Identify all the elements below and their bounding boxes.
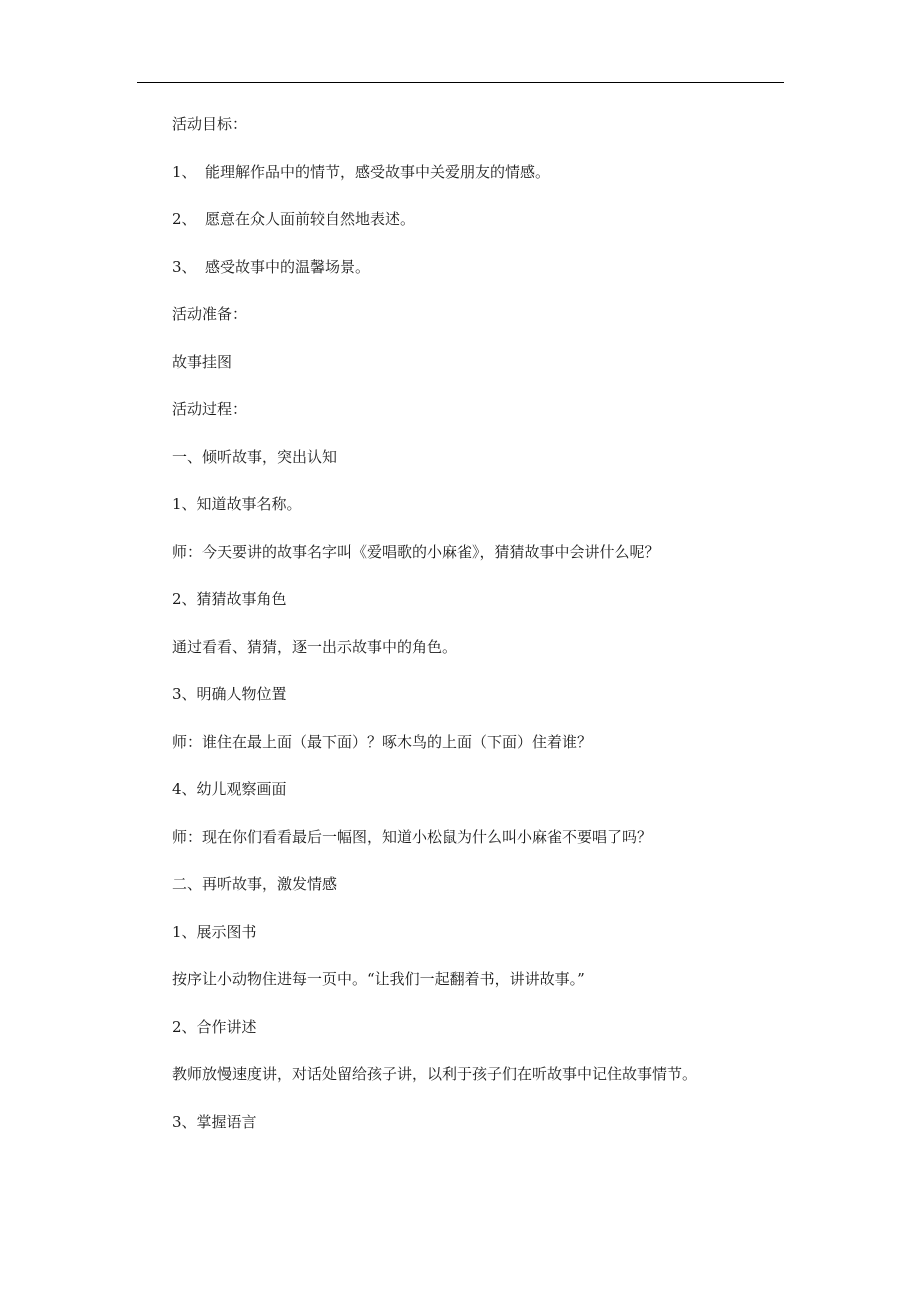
line-text: 一、倾听故事，突出认知 <box>172 447 338 466</box>
header-rule <box>137 82 784 83</box>
section-heading-preparation <box>172 304 772 352</box>
line-text: 师：现在你们看看最后一幅图，知道小松鼠为什么叫小麻雀不要唱了吗？ <box>172 827 653 846</box>
subsection-heading <box>172 447 772 495</box>
paragraph <box>172 969 772 1017</box>
line-text: 按序让小动物住进每一页中。“让我们一起翻着书，讲讲故事。” <box>172 970 585 988</box>
line-text: 4、幼儿观察画面 <box>172 780 287 798</box>
paragraph <box>172 352 772 400</box>
line-text: 1、展示图书 <box>172 922 257 941</box>
line-text: 1、知道故事名称。 <box>172 495 302 513</box>
item-number: 2、 <box>172 210 197 228</box>
line-text: 感受故事中的温馨场景。 <box>205 257 371 276</box>
section-heading-process <box>172 399 772 447</box>
item-number: 3、 <box>172 257 197 276</box>
step-heading <box>172 494 772 542</box>
subsection-heading <box>172 874 772 922</box>
paragraph <box>172 827 772 875</box>
line-text: 3、掌握语言 <box>172 1112 257 1131</box>
paragraph <box>172 637 772 685</box>
step-heading <box>172 684 772 732</box>
document-body <box>172 114 772 1159</box>
line-text: 活动过程： <box>172 400 248 418</box>
item-number: 1、 <box>172 162 197 181</box>
section-heading-goals <box>172 114 772 162</box>
line-text: 能理解作品中的情节，感受故事中关爱朋友的情感。 <box>205 162 551 181</box>
line-text: 愿意在众人面前较自然地表述。 <box>205 210 416 228</box>
line-text: 2、合作讲述 <box>172 1017 257 1036</box>
step-heading <box>172 779 772 827</box>
step-heading <box>172 1112 772 1160</box>
paragraph <box>172 732 772 780</box>
goal-item <box>172 162 772 210</box>
line-text: 二、再听故事，激发情感 <box>172 875 338 893</box>
line-text: 师：今天要讲的故事名字叫《爱唱歌的小麻雀》，猜猜故事中会讲什么呢？ <box>172 542 660 561</box>
goal-item <box>172 209 772 257</box>
paragraph <box>172 542 772 590</box>
line-text: 3、明确人物位置 <box>172 685 287 703</box>
goal-item <box>172 257 772 305</box>
step-heading <box>172 922 772 970</box>
line-text: 师：谁住在最上面（最下面）？啄木鸟的上面（下面）住着谁？ <box>172 732 593 751</box>
step-heading <box>172 589 772 637</box>
line-text: 2、猜猜故事角色 <box>172 590 287 608</box>
line-text: 活动准备： <box>172 305 248 323</box>
line-text: 教师放慢速度讲，对话处留给孩子讲，以利于孩子们在听故事中记住故事情节。 <box>172 1065 698 1083</box>
line-text: 故事挂图 <box>172 352 233 371</box>
line-text: 通过看看、猜猜，逐一出示故事中的角色。 <box>172 637 458 656</box>
step-heading <box>172 1017 772 1065</box>
line-text: 活动目标： <box>172 115 248 133</box>
paragraph <box>172 1064 772 1112</box>
